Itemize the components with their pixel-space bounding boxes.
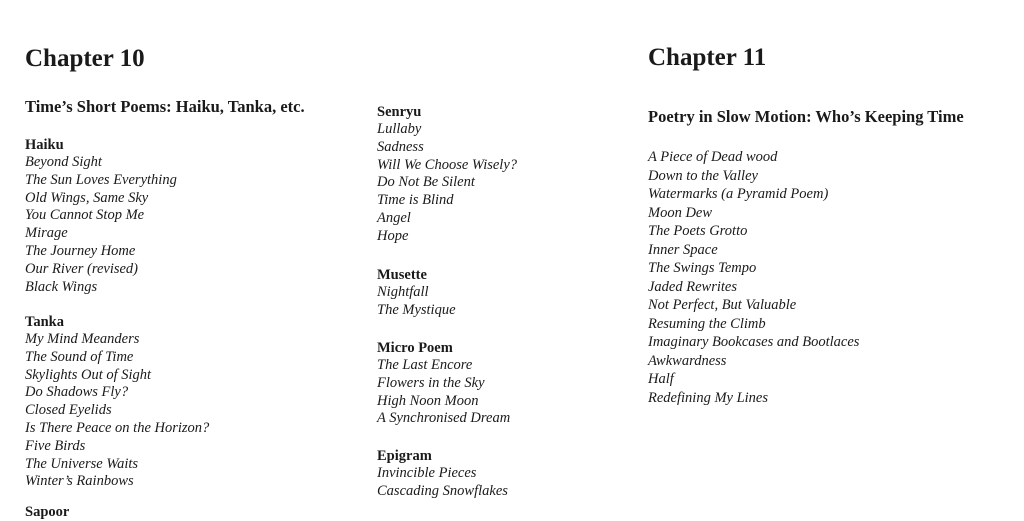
poem-title: Our River (revised) (25, 260, 139, 277)
poem-list (377, 121, 517, 246)
section-senryu (377, 103, 517, 246)
poem-title: Is There Peace on the Horizon? (25, 419, 210, 436)
poem-title: Black Wings (25, 278, 98, 295)
cut-off-section-heading: Sapoor (25, 504, 70, 520)
poem-list (377, 465, 508, 501)
section-heading: Haiku (25, 137, 64, 153)
poem-title: Angel (377, 209, 411, 226)
section-musette (377, 266, 456, 320)
poem-title: Down to the Valley (648, 167, 758, 184)
poem-title: Skylights Out of Sight (25, 366, 152, 383)
poem-title: Will We Choose Wisely? (377, 156, 518, 173)
section-heading: Epigram (377, 448, 432, 464)
section-heading: Tanka (25, 314, 64, 330)
chapter-11-title: Chapter 11 (648, 44, 767, 71)
poem-title: Inner Space (648, 241, 718, 258)
poem-title: The Mystique (377, 301, 456, 318)
poem-title: Half (648, 371, 674, 387)
section-micro-poem (377, 339, 510, 428)
poem-title: High Noon Moon (377, 392, 479, 409)
poem-title: Watermarks (a Pyramid Poem) (648, 186, 829, 202)
poem-title: The Universe Waits (25, 455, 139, 472)
poem-list (377, 284, 456, 320)
poem-title: The Poets Grotto (648, 223, 748, 239)
poem-title: Imaginary Bookcases and Bootlaces (648, 334, 860, 350)
chapter-11-subtitle: Poetry in Slow Motion: Who’s Keeping Time (648, 107, 964, 126)
poem-list (25, 154, 177, 296)
poem-title: The Last Encore (377, 357, 473, 373)
poem-title: The Sun Loves Everything (25, 171, 177, 188)
chapter-10-subtitle: Time’s Short Poems: Haiku, Tanka, etc. (25, 97, 305, 116)
poem-title: Old Wings, Same Sky (25, 189, 149, 206)
poem-title: Closed Eyelids (25, 402, 112, 419)
poem-title: The Swings Tempo (648, 260, 757, 276)
poem-title: Winter’s Rainbows (25, 473, 134, 490)
poem-title: The Sound of Time (25, 348, 134, 365)
poem-title: Invincible Pieces (377, 465, 477, 481)
poem-title: Cascading Snowflakes (377, 482, 508, 499)
poem-title: The Journey Home (25, 242, 136, 259)
poem-list (25, 331, 209, 491)
poem-title: Mirage (25, 225, 68, 242)
section-tanka (25, 313, 209, 491)
chapter-10-title: Chapter 10 (25, 45, 145, 72)
poem-list (377, 357, 510, 428)
poem-title: My Mind Meanders (25, 331, 140, 347)
poem-title: Resuming the Climb (648, 315, 766, 332)
poem-title: Beyond Sight (25, 154, 102, 170)
poem-title: Five Birds (25, 437, 86, 454)
poem-title: Nightfall (377, 284, 429, 300)
poem-title: A Synchronised Dream (377, 410, 511, 427)
section-heading: Senryu (377, 104, 422, 120)
poem-title: Do Shadows Fly? (25, 384, 129, 401)
poem-title: Time is Blind (377, 192, 454, 209)
section-haiku (25, 136, 177, 296)
poem-title: Awkwardness (648, 352, 727, 369)
poem-title: Hope (377, 227, 409, 244)
poem-title: Sadness (377, 138, 424, 155)
poem-title: You Cannot Stop Me (25, 207, 145, 224)
poem-list (648, 148, 859, 407)
poem-title: A Piece of Dead wood (648, 149, 778, 165)
poem-title: Redefining My Lines (648, 389, 769, 406)
section-heading: Musette (377, 267, 427, 283)
poem-title: Flowers in the Sky (377, 374, 485, 391)
poem-title: Do Not Be Silent (377, 174, 475, 191)
section-epigram (377, 447, 508, 501)
poem-title: Moon Dew (648, 204, 713, 221)
poem-title: Not Perfect, But Valuable (648, 297, 797, 313)
chapter-11-poems (648, 148, 859, 407)
section-heading: Micro Poem (377, 340, 453, 356)
poem-title: Jaded Rewrites (648, 278, 737, 295)
poem-title: Lullaby (377, 121, 422, 137)
